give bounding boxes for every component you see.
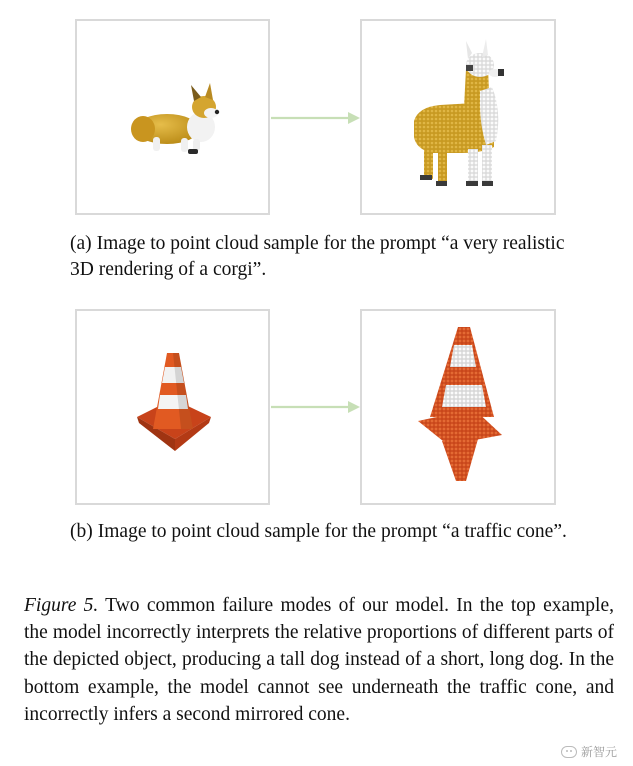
llama-point-cloud-image xyxy=(362,21,554,213)
subfigure-text-b: Image to point cloud sample for the prompt “a traffic cone”. xyxy=(97,521,567,542)
corgi-render-image xyxy=(77,21,268,213)
watermark xyxy=(561,743,617,760)
panel-a-output xyxy=(360,19,556,215)
panel-b-output xyxy=(360,309,556,505)
subfigure-text-a: Image to point cloud sample for the prompt “a very realistic 3D rendering of a corgi”. xyxy=(70,233,565,280)
traffic-cone-render-image xyxy=(77,311,268,503)
subfigure-label-a: (a) xyxy=(70,233,92,254)
wechat-icon xyxy=(561,746,577,758)
mirrored-cone-point-cloud-image xyxy=(362,311,554,503)
arrow-b xyxy=(270,400,362,414)
subfigure-label-b: (b) xyxy=(70,521,93,542)
figure-caption xyxy=(24,592,614,728)
panel-b-input xyxy=(75,309,270,505)
arrow-a xyxy=(270,111,362,125)
subfigure-caption-b xyxy=(70,519,580,545)
subfigure-caption-a xyxy=(70,231,580,283)
figure-label: Figure 5. xyxy=(24,595,99,616)
figure-caption-text: Two common failure modes of our model. In the top example, the model incorrectly interprets the relative proportions of different parts of the depicted object, producing a tall dog instead of a short, long dog. In the bottom example, the model cannot see underneath the traffic cone, and incorrectly infers a second mirrored cone. xyxy=(24,595,614,725)
panel-a-input xyxy=(75,19,270,215)
watermark-text: 新智元 xyxy=(580,745,617,759)
